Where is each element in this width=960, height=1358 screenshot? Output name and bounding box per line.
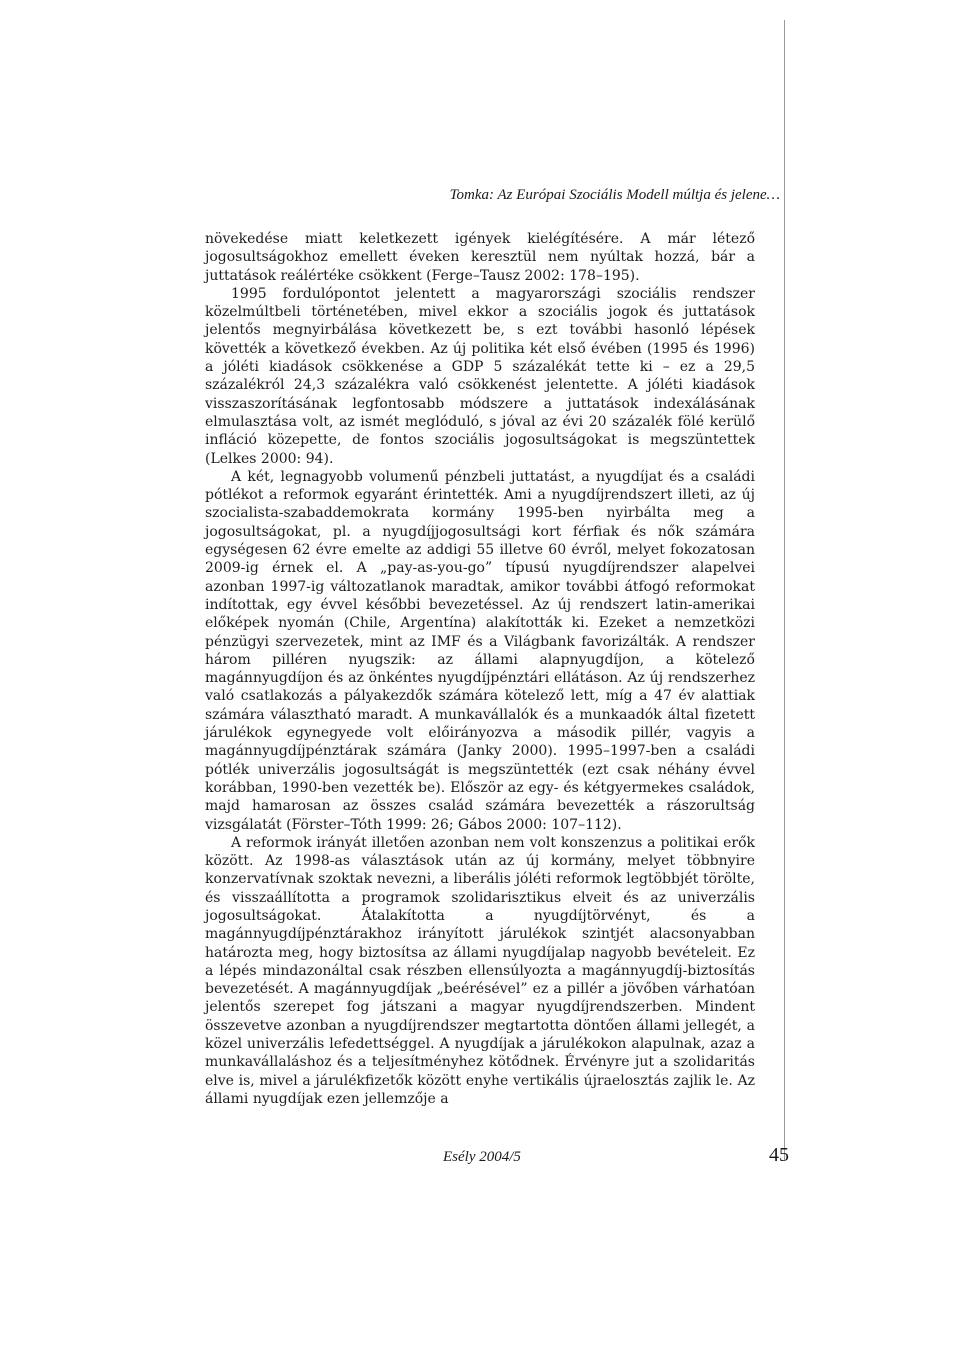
journal-issue: Esély 2004/5 bbox=[443, 1149, 521, 1165]
paragraph: A két, legnagyobb volumenű pénzbeli juttatást, a nyugdíjat és a családi pótlékot a reformok egyaránt érintették. Ami a nyugdíjrendszert illeti, az új szocialista-szabaddemokrata kormány 1995-ben nyirbálta meg a jogosultságokat, pl. a nyugdíjjogosultsági kort férfiak és nők számára egységesen 62 évre emelte az addigi 55 illetve 60 évről, melyet fokozatosan 2009-ig érnek el. A „pay-as-you-go” típusú nyugdíjrendszer alapelvei azonban 1997-ig változatlanok maradtak, amikor további átfogó reformokat indítottak, egy évvel későbbi bevezetéssel. Az új rendszert latin-amerikai előképek nyomán (Chile, Argentína) alakították ki. Ezeket a nemzetközi pénzügyi szervezetek, mint az IMF és a Világbank favorizálták. A rendszer három pilléren nyugszik: az állami alapnyugdíjon, a kötelező magánnyugdíjon és az önkéntes nyugdíjpénztári ellátáson. Az új rendszerhez való csatlakozás a pályakezdők számára kötelező lett, míg a 47 év alattiak számára választható maradt. A munkavállalók és a munkaadók által fizetett járulékok egynegyede volt előirányozva a második pillér, vagyis a magánnyugdíjpénztárak számára (Janky 2000). 1995–1997-ben a családi pótlék univerzális jogosultságát is megszüntették (ezt csak néhány évvel korábban, 1990-ben vezették be). Először az egy- és kétgyermekes családok, majd hamarosan az összes család számára bevezették a rászorultság vizsgálatát (Förster–Tóth 1999: 26; Gábos 2000: 107–112). bbox=[205, 468, 755, 833]
paragraph: 1995 fordulópontot jelentett a magyarországi szociális rendszer közelmúltbeli történetében, mivel ekkor a szociális jogok és juttatások jelentős megnyirbálása következett be, s ezt további hasonló lépések követték a következő években. Az új politika két első évében (1995 és 1996) a jóléti kiadások csökkenése a GDP 5 százalékát tette ki – ez a 29,5 százalékról 24,3 százalékra való csökkenést jelentette. A jóléti kiadások visszaszorításának legfontosabb módszere a juttatások indexálásának elmulasztása volt, az ismét meglóduló, s jóval az évi 20 százalék fölé kerülő infláció közepette, de fontos szociális jogosultságokat is megszüntettek (Lelkes 2000: 94). bbox=[205, 285, 755, 467]
body-text bbox=[205, 230, 755, 1108]
running-title: Tomka: Az Európai Szociális Modell múltja és jelene… bbox=[449, 187, 780, 203]
paragraph: A reformok irányát illetően azonban nem volt konszenzus a politikai erők között. Az 1998-as választások után az új kormány, melyet többnyire konzervatívnak szoktak nevezni, a liberális jóléti reformok legtöbbjét törölte, és visszaállította a programok szolidarisztikus elveit és az univerzális jogosultságokat. Átalakította a nyugdíjtörvényt, és a magánnyugdíjpénztárakhoz irányított járulékok szintjét alacsonyabban határozta meg, hogy biztosítsa az állami nyugdíjalap nagyobb bevételeit. Ez a lépés mindazonáltal csak részben ellensúlyozta a magánnyugdíj-biztosítás bevezetését. A magánnyugdíjak „beérésével” ez a pillér a jövőben várhatóan jelentős szerepet fog játszani a magyar nyugdíjrendszerben. Mindent összevetve azonban a nyugdíjrendszer megtartotta döntően állami jellegét, a közel univerzális lefedettséggel. A nyugdíjak a járulékokon alapulnak, azaz a munkavállaláshoz és a teljesítményhez kötődnek. Érvényre jut a szolidaritás elve is, mivel a járulékfizetők között enyhe vertikális újraelosztás zajlik le. Az állami nyugdíjak ezen jellemzője a bbox=[205, 834, 755, 1107]
page-number: 45 bbox=[769, 1144, 789, 1166]
paragraph: növekedése miatt keletkezett igények kielégítésére. A már létező jogosultságokhoz emellett éveken keresztül nem nyúltak hozzá, bár a juttatások reálértéke csökkent (Ferge–Tausz 2002: 178–195). bbox=[205, 231, 755, 284]
margin-rule bbox=[784, 20, 785, 1160]
